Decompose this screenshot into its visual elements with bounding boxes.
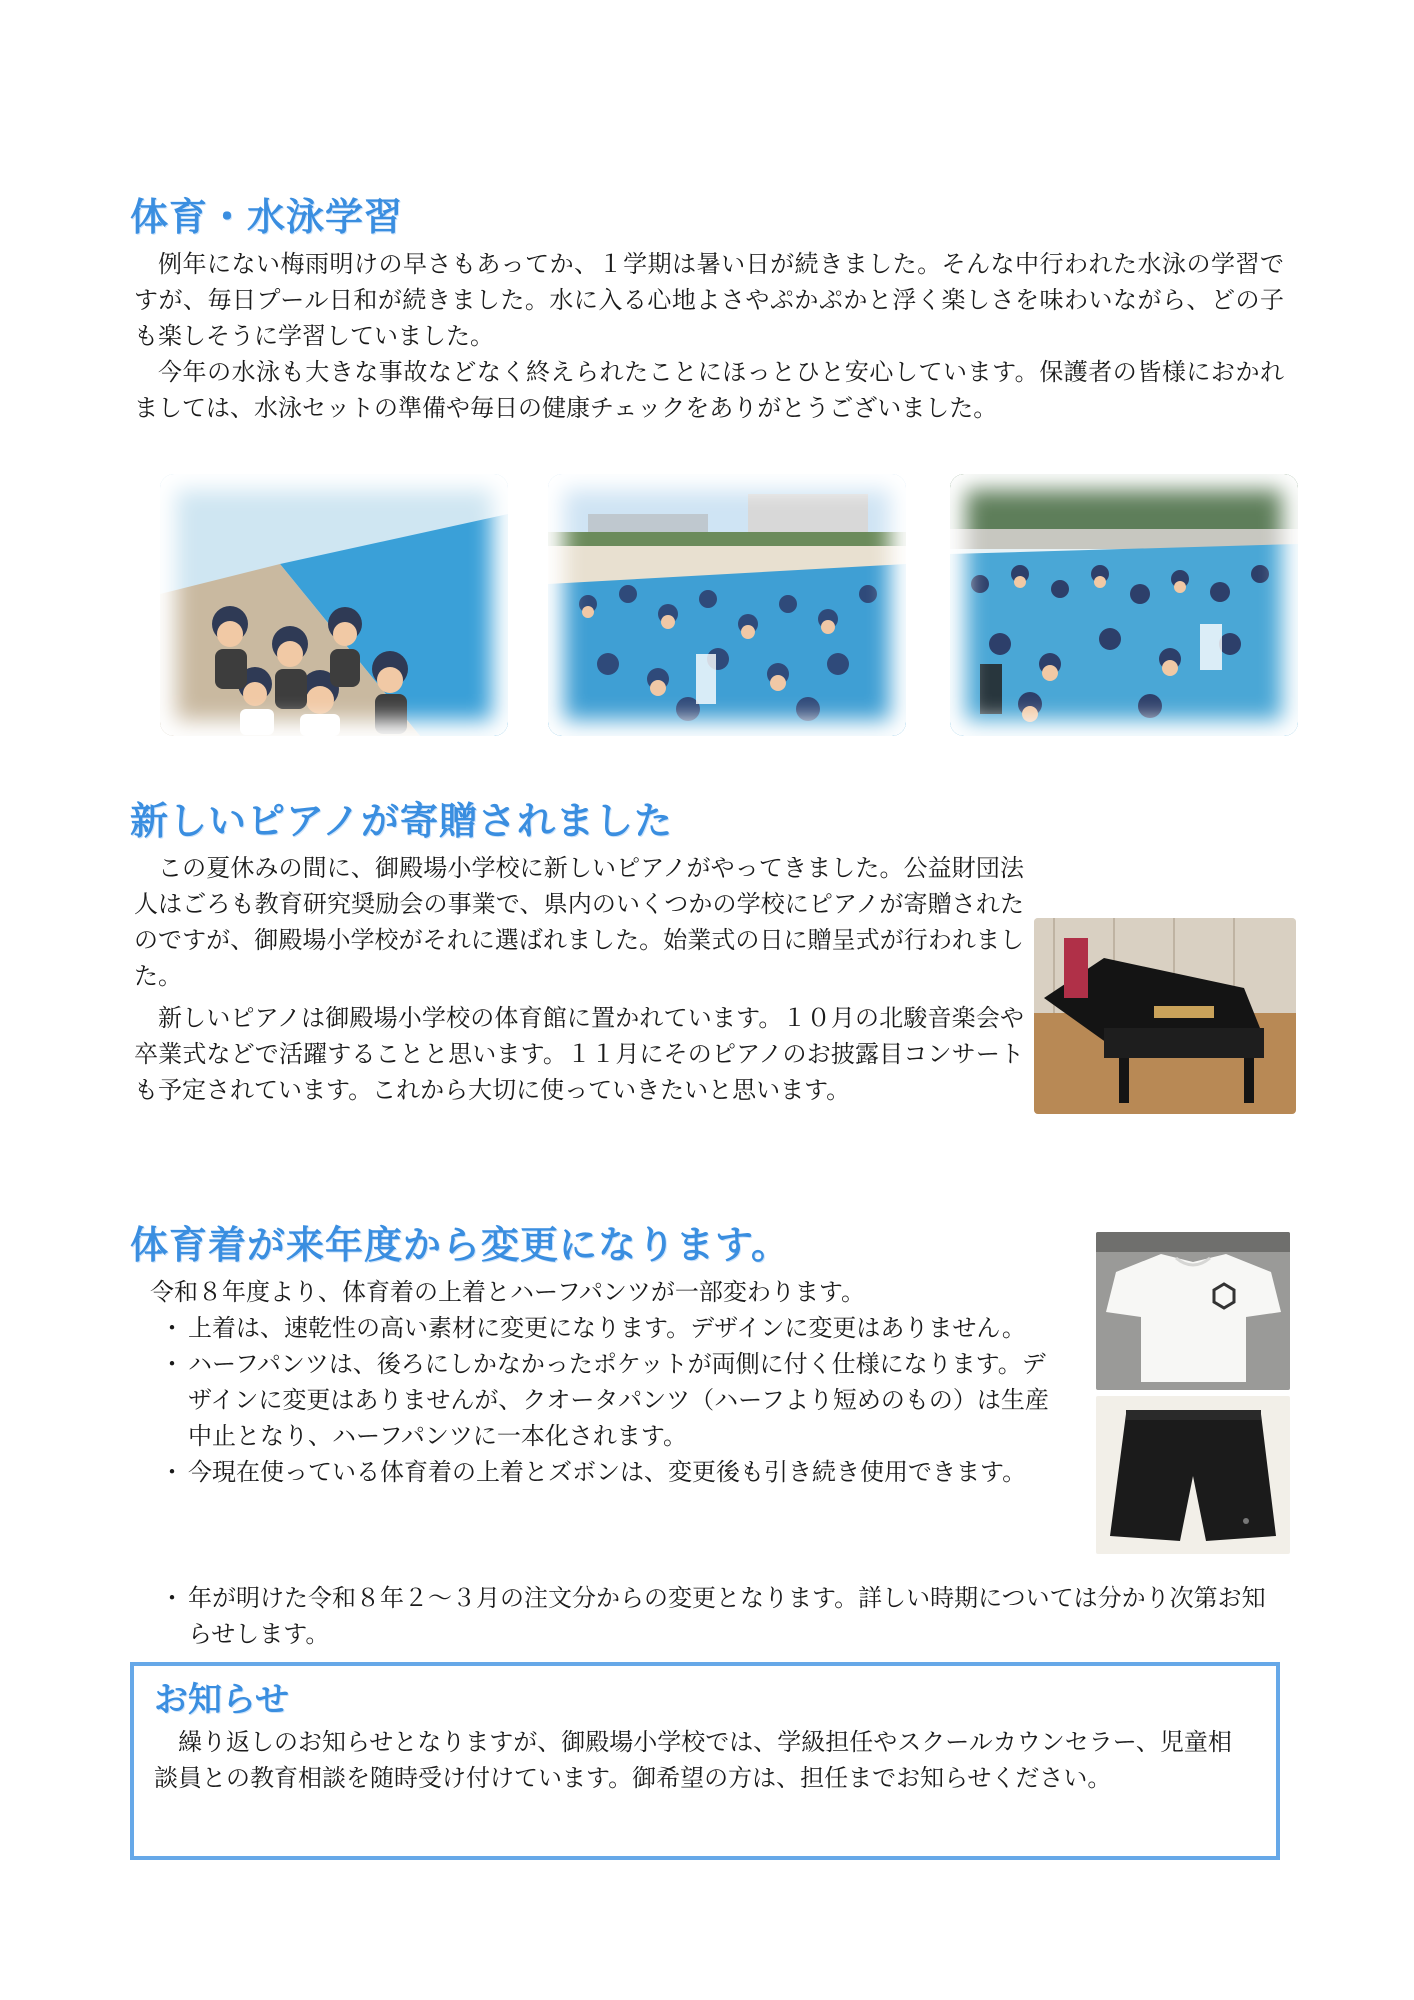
bullet-mark: ・ bbox=[160, 1350, 184, 1378]
photo-fade bbox=[548, 474, 906, 736]
bullet-mark: ・ bbox=[160, 1314, 184, 1342]
uniform-bullet-list bbox=[156, 1310, 1056, 1490]
uniform-bullet-item bbox=[156, 1580, 1286, 1652]
piano-heading: 新しいピアノが寄贈されました bbox=[130, 799, 673, 843]
uniform-bullet-item bbox=[156, 1346, 1056, 1454]
uniform-intro: 令和８年度より、体育着の上着とハーフパンツが一部変わります。 bbox=[150, 1278, 865, 1306]
swim-photo-children-poolside bbox=[160, 474, 508, 736]
uniform-shirt-photo bbox=[1096, 1232, 1290, 1390]
uniform-bullet-item bbox=[156, 1310, 1056, 1346]
notice-box bbox=[130, 1662, 1280, 1860]
bullet-text: 今現在使っている体育着の上着とズボンは、変更後も引き続き使用できます。 bbox=[188, 1458, 1027, 1486]
piano-photo bbox=[1034, 918, 1296, 1114]
swim-paragraph-2: 今年の水泳も大きな事故などなく終えられたことにほっとひと安心しています。保護者の皆様におかれましては、水泳セットの準備や毎日の健康チェックをありがとうございました。 bbox=[134, 358, 1284, 422]
bullet-text: 年が明けた令和８年２～３月の注文分からの変更となります。詳しい時期については分かり次第お知らせします。 bbox=[188, 1584, 1266, 1648]
bullet-mark: ・ bbox=[160, 1458, 184, 1486]
photo-fade bbox=[950, 474, 1298, 736]
notice-body: 繰り返しのお知らせとなりますが、御殿場小学校では、学級担任やスクールカウンセラー、児童相談員との教育相談を随時受け付けています。御希望の方は、担任までお知らせください。 bbox=[154, 1728, 1232, 1792]
bullet-mark: ・ bbox=[160, 1584, 184, 1612]
swim-heading: 体育・水泳学習 bbox=[130, 195, 404, 239]
uniform-bullet-item bbox=[156, 1454, 1056, 1490]
bullet-text: 上着は、速乾性の高い素材に変更になります。デザインに変更はありません。 bbox=[188, 1314, 1026, 1342]
uniform-bullet-list-wide bbox=[156, 1580, 1286, 1652]
piano-paragraph-1: この夏休みの間に、御殿場小学校に新しいピアノがやってきました。公益財団法人はごろも教育研究奨励会の事業で、県内のいくつかの学校にピアノが寄贈されたのですが、御殿場小学校がそれに選ばれました。始業式の日に贈呈式が行われました。 bbox=[134, 854, 1024, 990]
uniform-heading: 体育着が来年度から変更になります。 bbox=[130, 1223, 790, 1267]
bullet-text: ハーフパンツは、後ろにしかなかったポケットが両側に付く仕様になります。デザインに変更はありませんが、クオータパンツ（ハーフより短めのもの）は生産中止となり、ハーフパンツに一本化されます。 bbox=[188, 1350, 1049, 1450]
swim-photo-pool-wide bbox=[950, 474, 1298, 736]
notice-title: お知らせ bbox=[154, 1680, 289, 1720]
uniform-shorts-photo bbox=[1096, 1396, 1290, 1554]
swim-paragraph-1: 例年にない梅雨明けの早さもあってか、１学期は暑い日が続きました。そんな中行われた水泳の学習ですが、毎日プール日和が続きました。水に入る心地よさやぷかぷかと浮く楽しさを味わいながら、どの子も楽しそうに学習していました。 bbox=[134, 250, 1284, 350]
photo-fade bbox=[160, 474, 508, 736]
piano-paragraph-2: 新しいピアノは御殿場小学校の体育館に置かれています。１０月の北駿音楽会や卒業式などで活躍することと思います。１１月にそのピアノのお披露目コンサートも予定されています。これから大切に使っていきたいと思います。 bbox=[134, 1004, 1024, 1104]
swim-photo-pool-crowd bbox=[548, 474, 906, 736]
